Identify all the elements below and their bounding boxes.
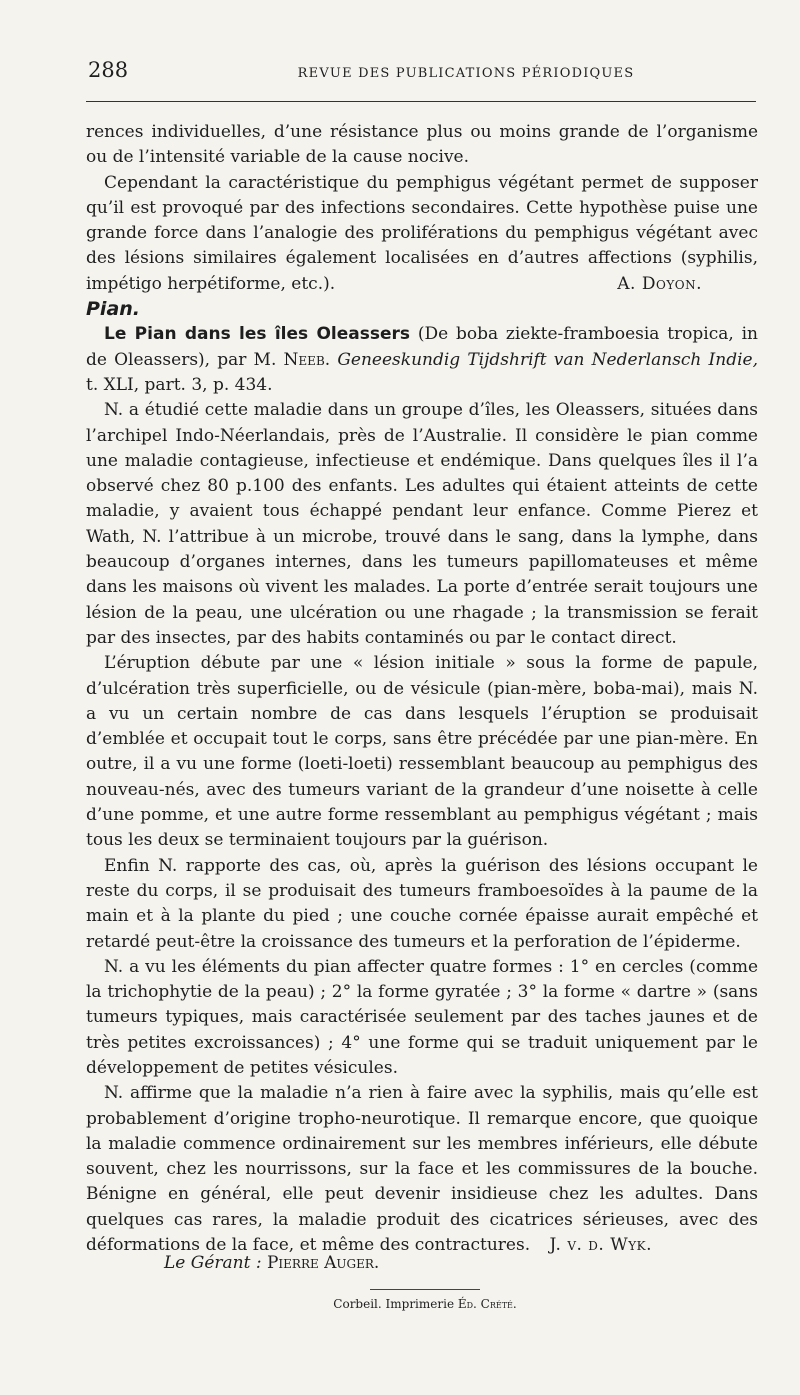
article-ref-b: t. XLI, part. 3, p. 434. [86,374,273,395]
article-journal: Geneeskundig Tijdshrift van Nederlansch Indie, [330,349,758,370]
signature-wyk: J. v. d. Wyk. [549,1235,652,1256]
paragraph-4: L’éruption débute par une « lésion initiale » sous la forme de papule, d’ulcération très superficielle, ou de vésicule (pian-mère, boba-mai), mais N. a vu un certain nombre de cas dans lesquels l’éruption se produisait d’emblée et occupait tout le corps, sans être précédée par une pian-mère. En outre, il a vu une forme (loeti-loeti) ressemblant beaucoup au pemphigus des nouveau-nés, avec des tumeurs variant de la grandeur d’une noisette à celle d’une pomme, et une autre forme ressemblant au pemphigus végétant ; mais tous les deux se terminaient toujours par la guérison. [86,653,758,851]
paragraph-6: N. a vu les éléments du pian affecter quatre formes : 1° en cercles (comme la trichophytie de la peau) ; 2° la forme gyratée ; 3° la forme « dartre » (sans tumeurs typiques, mais caractérisée seulement par des taches jaunes et de très petites excroissances) ; 4° une forme qui se traduit uniquement par le développement de petites vésicules. [86,956,758,1078]
article-ref-a: (De boba ziekte-framboesia tropica, in de Oleassers), par M. [86,324,758,370]
body-text [86,120,758,1258]
paragraph-2-text: Cependant la caractéristique du pemphigus végétant permet de supposer qu’il est provoqué par des infections secondaires. Cette hypothèse puise une grande force dans l’analogie des proliférations du pemphigus végétant avec des lésions similaires également localisées en d’autres affections (syphilis, impétigo herpétiforme, etc.). [86,172,758,294]
gerant-line [164,1253,379,1273]
signature-doyon: A. Doyon. [617,273,702,294]
page-number: 288 [88,58,129,82]
article-reference [86,322,758,398]
paragraph-3: N. a étudié cette maladie dans un groupe d’îles, les Oleassers, situées dans l’archipel Indo-Néerlandais, près de l’Australie. Il considère le pian comme une maladie contagieuse, infectieuse et endémique. Dans quelques îles il l’a observé chez 80 p.100 des enfants. Les adultes qui étaient atteints de cette maladie, y avaient tous échappé pendant leur enfance. Comme Pierez et Wath, N. l’attribue à un microbe, trouvé dans le sang, dans la lymphe, dans beaucoup d’organes internes, dans les tumeurs papillomateuses et même dans les maisons où vivent les malades. La porte d’entrée serait toujours une lésion de la peau, une ulcération ou une rhagade ; la transmission se ferait par des insectes, par des habits contaminés ou par le contact direct. [86,400,758,648]
imprint-printer: Éd. Crété. [457,1297,517,1311]
footer-rule [370,1289,480,1290]
article-author: Neeb. [283,349,331,370]
page-header [86,58,756,92]
running-head: REVUE DES PUBLICATIONS PÉRIODIQUES [297,66,635,81]
gerant-label: Le Gérant : [164,1253,267,1273]
imprint-text: Corbeil. Imprimerie [333,1297,458,1311]
paragraph-1: rences individuelles, d’une résistance plus ou moins grande de l’organisme ou de l’intensité variable de la cause nocive. [86,122,758,168]
paragraph-7 [86,1081,758,1258]
section-title: Pian. [86,298,141,321]
gerant-name: Pierre Auger. [266,1253,380,1273]
article-title: Le Pian dans les îles Oleassers [104,324,411,345]
paragraph-5: Enfin N. rapporte des cas, où, après la guérison des lésions occupant le reste du corps, il se produisait des tumeurs framboesoïdes à la paume de la main et à la plante du pied ; une couche cornée épaisse aurait empêché et retardé peut-être la croissance des tumeurs et la perforation de l’épiderme. [86,855,758,952]
printer-imprint [0,1297,800,1311]
paragraph-7-text: N. affirme que la maladie n’a rien à faire avec la syphilis, mais qu’elle est probablement d’origine tropho-neurotique. Il remarque encore, que quoique la maladie commence ordinairement sur les membres inférieurs, elle débute souvent, chez les nourrissons, sur la face et les commissures de la bouche. Bénigne en général, elle peut devenir insidieuse chez les adultes. Dans quelques cas rares, la maladie produit des cicatrices sérieuses, avec des déformations de la face, et même des contractures. [86,1083,758,1256]
header-rule [86,101,756,102]
